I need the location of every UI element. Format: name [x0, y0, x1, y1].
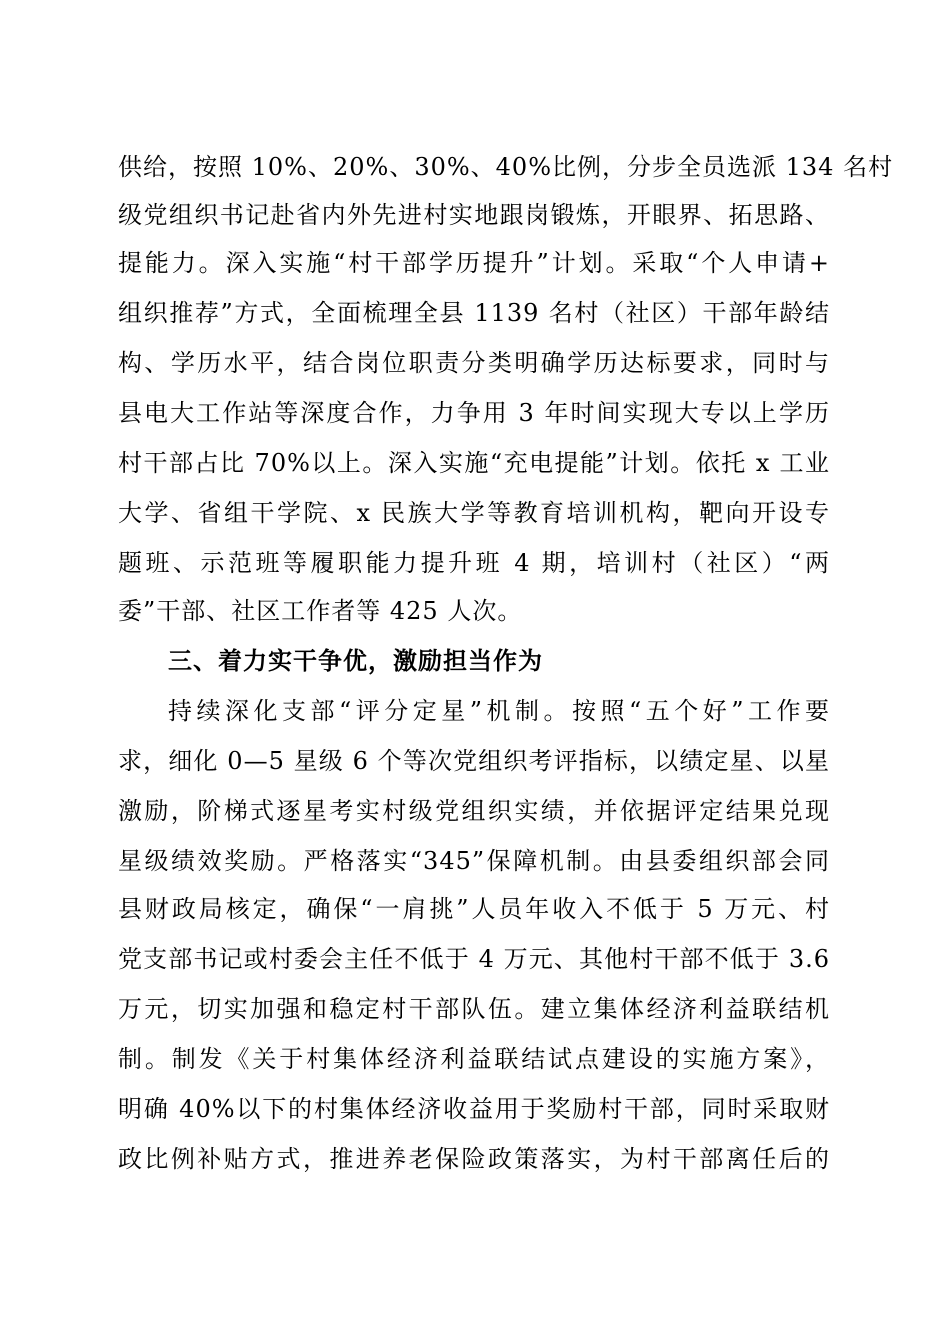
text-line: 供给，按照 10%、20%、30%、40%比例，分步全员选派 134 名村: [118, 153, 894, 181]
text-line: 组织推荐”方式，全面梳理全县 1139 名村（社区）干部年龄结: [118, 299, 830, 327]
text-line: 政比例补贴方式，推进养老保险政策落实，为村干部离任后的: [118, 1145, 830, 1173]
text-line: 委”干部、社区工作者等 425 人次。: [118, 597, 523, 625]
text-line: 级党组织书记赴省内外先进村实地跟岗锻炼，开眼界、拓思路、: [118, 201, 830, 229]
text-line: 明确 40%以下的村集体经济收益用于奖励村干部，同时采取财: [118, 1095, 830, 1123]
text-line: 县财政局核定，确保“一肩挑”人员年收入不低于 5 万元、村: [118, 895, 830, 923]
text-line: 提能力。深入实施“村干部学历提升”计划。采取“个人申请+: [118, 249, 830, 277]
section-heading: 三、着力实干争优，激励担当作为: [168, 647, 543, 675]
text-line: 万元，切实加强和稳定村干部队伍。建立集体经济利益联结机: [118, 995, 830, 1023]
text-line: 制。制发《关于村集体经济利益联结试点建设的实施方案》，: [118, 1045, 830, 1073]
text-line: 求，细化 0—5 星级 6 个等次党组织考评指标，以绩定星、以星: [118, 747, 830, 775]
text-line: 大学、省组干学院、x 民族大学等教育培训机构，靶向开设专: [118, 499, 830, 527]
text-line: 持续深化支部“评分定星”机制。按照“五个好”工作要: [168, 697, 830, 725]
text-line: 村干部占比 70%以上。深入实施“充电提能”计划。依托 x 工业: [118, 449, 830, 477]
text-line: 激励，阶梯式逐星考实村级党组织实绩，并依据评定结果兑现: [118, 797, 830, 825]
text-line: 县电大工作站等深度合作，力争用 3 年时间实现大专以上学历: [118, 399, 830, 427]
text-line: 题班、示范班等履职能力提升班 4 期，培训村（社区）“两: [118, 549, 830, 577]
text-line: 构、学历水平，结合岗位职责分类明确学历达标要求，同时与: [118, 349, 830, 377]
text-line: 党支部书记或村委会主任不低于 4 万元、其他村干部不低于 3.6: [118, 945, 830, 973]
text-line: 星级绩效奖励。严格落实“345”保障机制。由县委组织部会同: [118, 847, 830, 875]
